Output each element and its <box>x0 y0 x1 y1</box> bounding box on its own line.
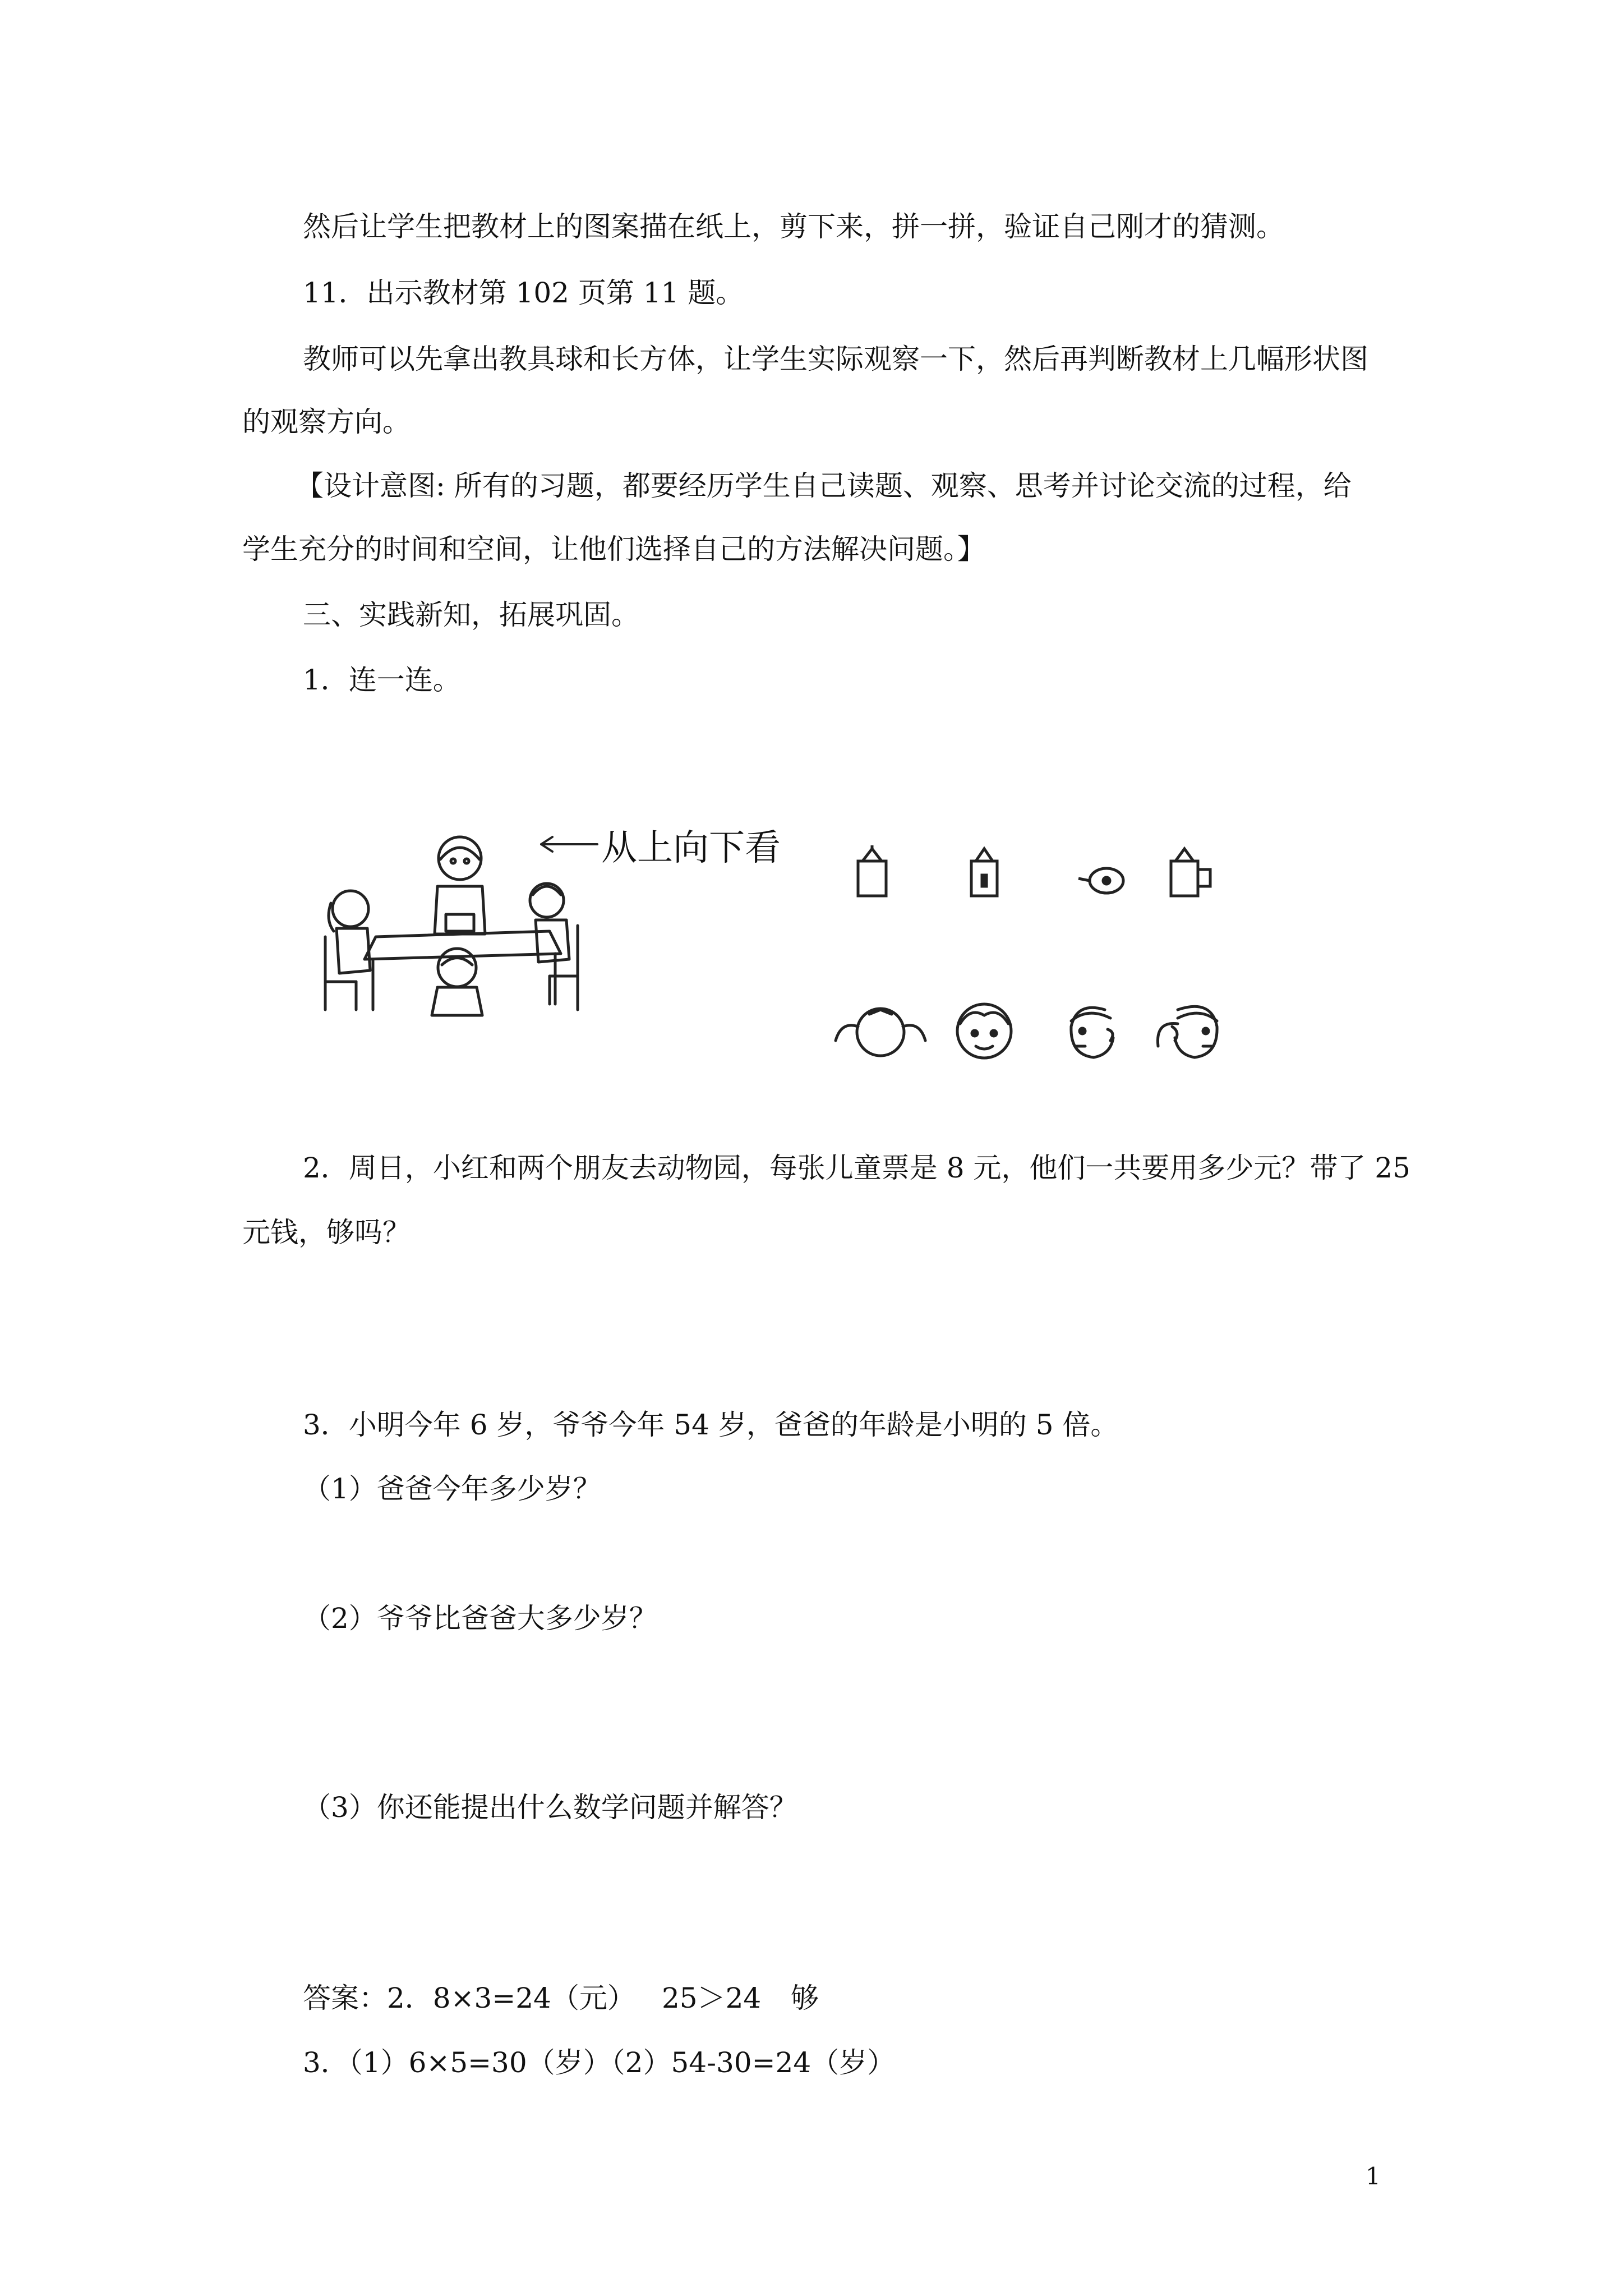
head-left-icon <box>1054 993 1127 1066</box>
bottle-front-icon <box>852 844 892 900</box>
exercise-1-title: 1．连一连。 <box>303 664 461 696</box>
paragraph-teacher-tools-line1: 教师可以先拿出教具球和长方体，让学生实际观察一下，然后再判断教材上几幅形状图 <box>303 343 1368 375</box>
view-direction-arrow <box>536 830 603 858</box>
bottle-side-icon <box>965 844 1004 900</box>
question-3-part-2: （2）爷爷比爸爸大多少岁？ <box>303 1602 657 1635</box>
question-2-line1: 2．周日，小红和两个朋友去动物园，每张儿童票是 8 元，他们一共要用多少元？带了 25 <box>303 1152 1410 1184</box>
head-back-icon <box>830 999 931 1066</box>
question-3-part-3: （3）你还能提出什么数学问题并解答？ <box>303 1791 797 1824</box>
head-right-icon <box>1150 993 1234 1066</box>
answer-2: 答案：2．8×3=24（元） <box>303 1982 635 2014</box>
answer-3: 3．（1）6×5=30（岁）（2）54-30=24（岁） <box>303 2046 896 2079</box>
paragraph-exercise-11: 11．出示教材第 102 页第 11 题。 <box>303 277 744 309</box>
page-number: 1 <box>1366 2162 1381 2190</box>
question-3: 3．小明今年 6 岁，爷爷今年 54 岁，爸爸的年龄是小明的 5 倍。 <box>303 1409 1119 1441</box>
paragraph-trace-pattern: 然后让学生把教材上的图案描在纸上，剪下来，拼一拼，验证自己刚才的猜测。 <box>303 210 1284 243</box>
answer-2-result: 够 <box>791 1982 819 2014</box>
question-2-line2: 元钱，够吗？ <box>242 1216 411 1249</box>
answer-2-comparison: 25＞24 <box>662 1982 762 2014</box>
question-3-part-1: （1）爸爸今年多少岁？ <box>303 1473 601 1505</box>
view-direction-label: 从上向下看 <box>601 827 781 869</box>
section-heading-practice: 三、实践新知，拓展巩固。 <box>303 599 639 631</box>
paragraph-design-intent-line1: 【设计意图: 所有的习题，都要经历学生自己读题、观察、思考并讨论交流的过程，给 <box>296 470 1352 502</box>
bottle-with-handle-icon <box>1166 844 1223 900</box>
bottle-top-icon <box>1076 864 1129 898</box>
paragraph-design-intent-line2: 学生充分的时间和空间，让他们选择自己的方法解决问题。】 <box>242 533 985 565</box>
paragraph-teacher-tools-line2: 的观察方向。 <box>242 406 411 438</box>
head-front-icon <box>948 993 1021 1066</box>
